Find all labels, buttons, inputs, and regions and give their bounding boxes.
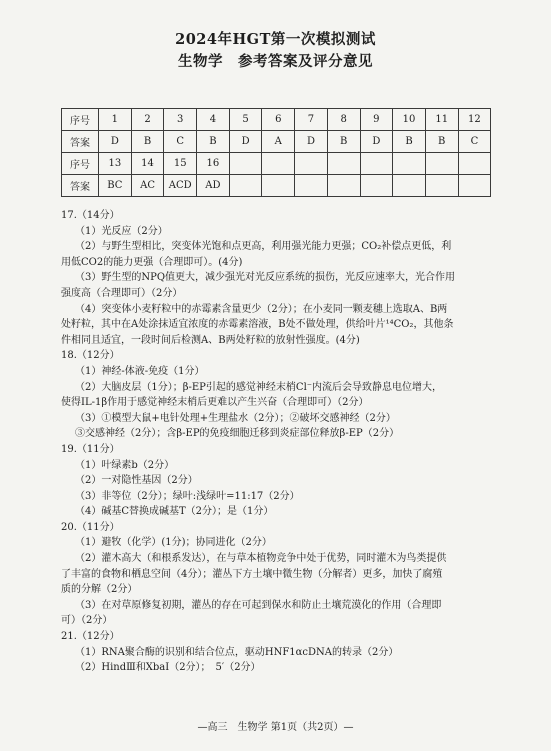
table-cell bbox=[262, 153, 295, 175]
table-row bbox=[62, 131, 491, 153]
answer-line: （2）灌木高大（和根系发达），在与草本植物竞争中处于优势，同时灌木为鸟类提供 bbox=[75, 553, 447, 565]
table-cell bbox=[327, 153, 360, 175]
answer-line: （4）碱基C替换成碱基T（2分）；是（1分） bbox=[75, 506, 274, 518]
row-label: 序号 bbox=[62, 109, 99, 131]
answer-line: （3）非等位（2分）；绿叶:浅绿叶=11:17（2分） bbox=[75, 490, 300, 502]
answer-line: （2）大脑皮层（1分）；β-EP引起的感觉神经末梢Cl⁻内流后会导致静息电位增大， bbox=[75, 381, 443, 393]
table-row bbox=[62, 153, 491, 175]
answer-line: （3）在对草原修复初期，灌丛的存在可起到保水和防止土壤荒漠化的作用（合理即 bbox=[75, 599, 442, 611]
table-cell: ACD bbox=[164, 175, 197, 197]
table-cell bbox=[360, 175, 393, 197]
answer-line: （1）叶绿素b（2分） bbox=[75, 459, 175, 471]
answer-line: （1）光反应（2分） bbox=[75, 225, 168, 237]
table-cell bbox=[425, 153, 458, 175]
row-label: 序号 bbox=[62, 153, 99, 175]
answer-table bbox=[61, 108, 491, 197]
table-cell bbox=[393, 175, 426, 197]
page-subtitle: 生物学 参考答案及评分意见 bbox=[178, 53, 373, 70]
answer-line: 使得IL-1β作用于感觉神经末梢后更难以产生兴奋（合理即可）（2分） bbox=[61, 397, 369, 409]
answer-line: （4）突变体小麦籽粒中的赤霉素含量更少（2分）；在小麦同一颗麦穗上选取A、B两 bbox=[75, 303, 448, 315]
table-row bbox=[62, 109, 491, 131]
answer-line: 件相同且适宜，一段时间后检测A、B两处籽粒的放射性强度。(4分) bbox=[61, 334, 360, 346]
table-cell: 16 bbox=[197, 153, 230, 175]
table-cell: 10 bbox=[393, 109, 426, 131]
table-cell bbox=[393, 153, 426, 175]
answer-line: （1）RNA聚合酶的识别和结合位点，驱动HNF1αcDNA的转录（2分） bbox=[75, 646, 399, 658]
table-cell bbox=[327, 175, 360, 197]
table-cell: D bbox=[360, 131, 393, 153]
table-cell: 4 bbox=[197, 109, 230, 131]
table-cell: D bbox=[295, 131, 328, 153]
table-cell: B bbox=[131, 131, 164, 153]
table-cell: 13 bbox=[99, 153, 132, 175]
table-cell: 15 bbox=[164, 153, 197, 175]
table-cell: AC bbox=[131, 175, 164, 197]
table-cell bbox=[360, 153, 393, 175]
table-cell: 5 bbox=[229, 109, 262, 131]
table-cell: 14 bbox=[131, 153, 164, 175]
table-cell: B bbox=[425, 131, 458, 153]
answer-line: （3）野生型的NPQ值更大，减少强光对光反应系统的损伤，光反应速率大，光合作用 bbox=[75, 272, 456, 284]
table-cell: B bbox=[393, 131, 426, 153]
question-heading-19: 19.（11分） bbox=[61, 443, 120, 455]
answer-line: 用低CO2的能力更强（合理即可）。(4分) bbox=[61, 256, 243, 268]
question-heading-18: 18.（12分） bbox=[61, 350, 120, 362]
table-cell bbox=[425, 175, 458, 197]
table-cell: A bbox=[262, 131, 295, 153]
answer-line: （2）与野生型相比，突变体光饱和点更高，利用强光能力更强；CO₂补偿点更低，利 bbox=[75, 241, 452, 253]
answer-line: （2）一对隐性基因（2分） bbox=[75, 475, 198, 487]
table-cell: B bbox=[327, 131, 360, 153]
table-cell: AD bbox=[197, 175, 230, 197]
table-cell: 7 bbox=[295, 109, 328, 131]
answer-line: （3）①模型大鼠+电针处理+生理盐水（2分）；②破坏交感神经（2分） bbox=[75, 412, 396, 424]
table-cell bbox=[229, 175, 262, 197]
answer-line: （1）避牧（化学）(1分)；协同进化（2分） bbox=[75, 537, 272, 549]
page-footer: —高三 生物学 第1页（共2页）— bbox=[197, 722, 354, 733]
row-label: 答案 bbox=[62, 175, 99, 197]
table-cell bbox=[295, 175, 328, 197]
answer-line: 可）（2分） bbox=[61, 615, 113, 627]
table-cell: BC bbox=[99, 175, 132, 197]
table-cell: C bbox=[458, 131, 491, 153]
table-cell bbox=[262, 175, 295, 197]
answer-line: 强度高（合理即可）（2分） bbox=[61, 287, 183, 299]
question-heading-21: 21.（12分） bbox=[61, 631, 120, 643]
table-cell: 8 bbox=[327, 109, 360, 131]
answer-body bbox=[61, 208, 509, 676]
table-cell: 6 bbox=[262, 109, 295, 131]
table-cell: B bbox=[197, 131, 230, 153]
table-cell: D bbox=[229, 131, 262, 153]
answer-line: 质的分解（2分） bbox=[61, 584, 138, 596]
answer-line: ③交感神经（2分）；含β-EP的免疫细胞迁移到炎症部位释放β-EP（2分） bbox=[75, 428, 400, 440]
table-cell: 9 bbox=[360, 109, 393, 131]
table-cell bbox=[229, 153, 262, 175]
table-cell: C bbox=[164, 131, 197, 153]
answer-line: （1）神经-体液-免疫（1分） bbox=[75, 365, 205, 377]
answer-line: （2）HindⅢ和XbaⅠ（2分）； 5′（2分） bbox=[75, 662, 261, 674]
page-title: 2024年HGT第一次模拟测试 bbox=[175, 31, 376, 48]
table-cell: 1 bbox=[99, 109, 132, 131]
table-cell bbox=[458, 153, 491, 175]
table-cell bbox=[295, 153, 328, 175]
question-heading-20: 20.（11分） bbox=[61, 521, 120, 533]
table-cell: 12 bbox=[458, 109, 491, 131]
table-cell: 2 bbox=[131, 109, 164, 131]
table-row bbox=[62, 175, 491, 197]
row-label: 答案 bbox=[62, 131, 99, 153]
table-cell bbox=[458, 175, 491, 197]
question-heading-17: 17.（14分） bbox=[61, 210, 120, 221]
answer-line: 了丰富的食物和栖息空间（4分）；灌丛下方土壤中微生物（分解者）更多，加快了腐殖 bbox=[61, 568, 443, 580]
table-cell: D bbox=[99, 131, 132, 153]
table-cell: 11 bbox=[425, 109, 458, 131]
table-cell: 3 bbox=[164, 109, 197, 131]
answer-line: 处籽粒，其中在A处涂抹适宜浓度的赤霉素溶液，B处不做处理，供给叶片¹⁴CO₂，其他条 bbox=[61, 319, 454, 331]
